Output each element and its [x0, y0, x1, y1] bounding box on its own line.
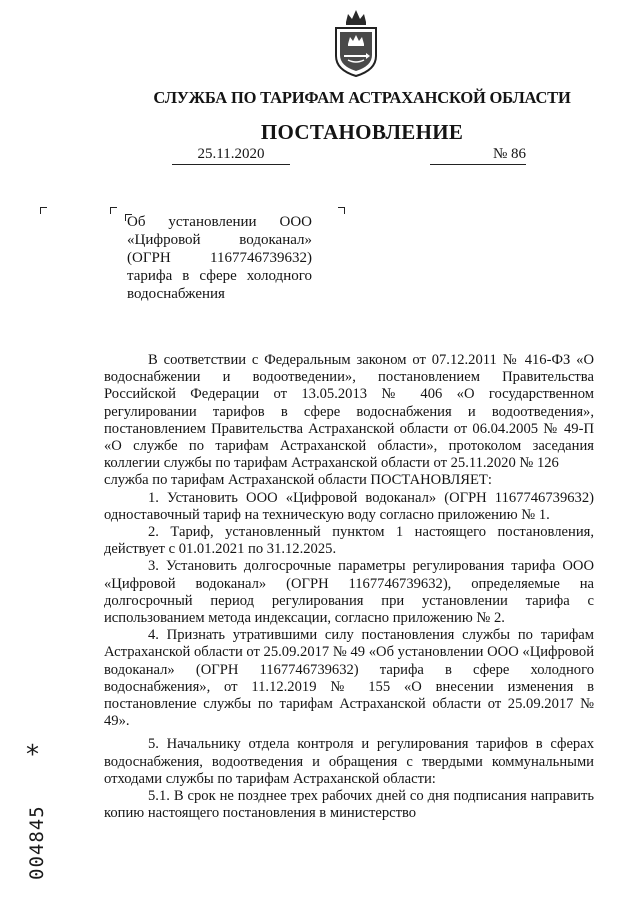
- subject-line: водоснабжения: [127, 286, 225, 302]
- organization-title: СЛУЖБА ПО ТАРИФАМ АСТРАХАНСКОЙ ОБЛАСТИ: [153, 88, 571, 107]
- subject-line: Об установлении ООО: [127, 214, 312, 230]
- document-subject: [127, 213, 312, 303]
- clause-paragraph: 1. Установить ООО «Цифровой водоканал» (ОГРН 1167746739632) одноставочный тариф на техническую воду согласно приложению № 1.: [104, 489, 594, 523]
- clause-paragraph: 2. Тариф, установленный пунктом 1 настоящего постановления, действует с 01.01.2021 по 31.12.2025.: [104, 524, 594, 558]
- subject-line: «Цифровой водоканал»: [127, 232, 312, 248]
- clause-paragraph: 3. Установить долгосрочные параметры регулирования тарифа ООО «Цифровой водоканал» (ОГРН 1167746739632), определяемые на долгосрочный период регулирования при установлении тарифа с использованием метода индексации, согласно приложению № 2.: [104, 558, 594, 627]
- clause-paragraph: 4. Признать утратившими силу постановления службы по тарифам Астраханской области от 25.09.2017 № 49 «Об установлении ООО «Цифровой водоканал» (ОГРН 1167746739632) тарифа в сфере холодного водоснабжения», от 11.12.2019 № 155 «О внесении изменения в постановление службы по тарифам Астраханской области от 25.09.2017 № 49».: [104, 627, 594, 730]
- stamp-number: 004845: [26, 805, 48, 880]
- coat-of-arms-emblem-icon: [330, 6, 382, 78]
- corner-mark: [110, 207, 117, 214]
- document-type-title: ПОСТАНОВЛЕНИЕ: [260, 120, 464, 144]
- registration-stamp: [24, 740, 54, 900]
- document-date: 25.11.2020: [172, 146, 290, 165]
- document-number: № 86: [430, 146, 526, 165]
- subject-line: тарифа в сфере холодного: [127, 268, 312, 284]
- clause-paragraph: 5. Начальнику отдела контроля и регулирования тарифов в сферах водоснабжения, водоотведения и обращения с твердыми коммунальными отходами службы по тарифам Астраханской области:: [104, 736, 594, 787]
- document-body: [104, 352, 594, 822]
- stamp-star: *: [26, 740, 39, 770]
- preamble-paragraph: В соответствии с Федеральным законом от 07.12.2011 № 416-ФЗ «О водоснабжении и водоотведении», постановлением Правительства Российской Федерации от 13.05.2013 № 406 «О государственном регулировании тарифов в сфере водоснабжения и водоотведения», постановлением Правительства Астраханской области от 06.04.2005 № 49-П «О службе по тарифам Астраханской области», протоколом заседания коллегии службы по тарифам Астраханской области от 25.11.2020 № 126: [104, 352, 594, 472]
- corner-mark: [40, 207, 47, 214]
- corner-mark: [338, 207, 345, 214]
- subject-line: (ОГРН 1167746739632): [127, 250, 312, 266]
- clause-paragraph: 5.1. В срок не позднее трех рабочих дней со дня подписания направить копию настоящего постановления в министерство: [104, 788, 594, 822]
- decree-line: служба по тарифам Астраханской области ПОСТАНОВЛЯЕТ:: [104, 472, 492, 489]
